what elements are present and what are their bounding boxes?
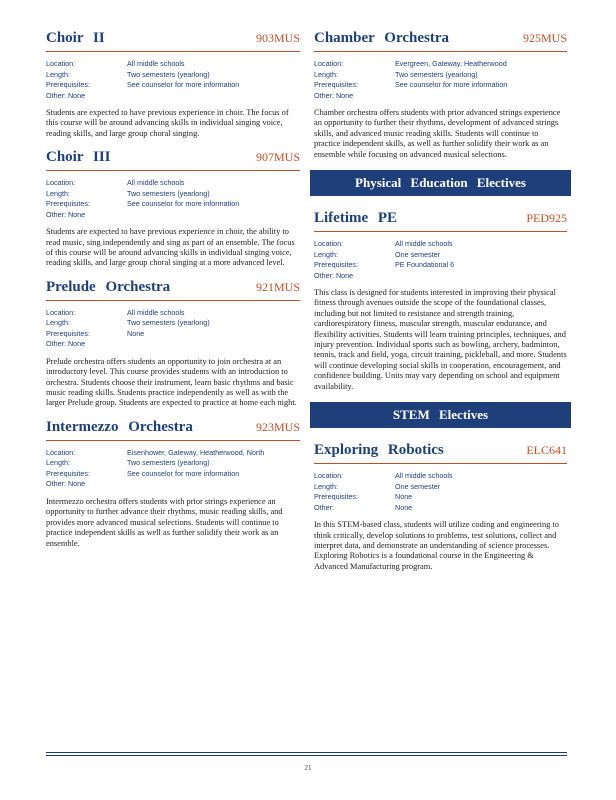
other-line: Other: None xyxy=(46,209,86,219)
prerequisites-label: Prerequisites: xyxy=(46,199,90,209)
prerequisites-label: Prerequisites: xyxy=(314,260,358,270)
course-title: Chamber Orchestra xyxy=(314,30,450,46)
course-meta xyxy=(314,59,567,101)
other-label: Other: xyxy=(314,502,334,512)
length-label: Length: xyxy=(46,318,70,328)
prerequisites-value: None xyxy=(395,492,413,502)
prerequisites-value: PE Foundational 6 xyxy=(395,260,455,270)
course-code: 923MUS xyxy=(255,419,300,434)
prerequisites-value: See counselor for more information xyxy=(127,468,240,478)
page-number: 21 xyxy=(304,764,312,772)
course-code: 925MUS xyxy=(522,31,567,45)
course-title: Prelude Orchestra xyxy=(46,278,171,295)
prerequisites-label: Prerequisites: xyxy=(46,468,90,478)
location-label: Location: xyxy=(46,59,76,68)
length-value: Two semesters (yearlong) xyxy=(395,69,478,79)
left-column xyxy=(46,30,300,559)
location-value: All middle schools xyxy=(127,178,185,188)
course-title: Lifetime PE xyxy=(314,210,398,227)
course-exploring-robotics xyxy=(314,442,567,572)
course-header xyxy=(314,30,567,52)
course-description: Chamber orchestra offers students with prior advanced strings experience an opportunity to further their rhythms, development of advanced strings skills, and advanced music reading skills. Students will continue to practice independent skills, as well as further solidify their work as an ensemble while focusing on advanced musical selections. xyxy=(314,108,561,159)
course-code: 903MUS xyxy=(255,31,300,45)
location-label: Location: xyxy=(46,178,76,188)
course-header xyxy=(314,442,567,464)
course-code: PED925 xyxy=(526,211,567,226)
course-title: Intermezzo Orchestra xyxy=(46,418,193,435)
footer-rule-top xyxy=(46,752,567,753)
stem-electives-banner: STEM Electives xyxy=(310,402,571,428)
other-line: Other: None xyxy=(46,479,86,489)
length-label: Length: xyxy=(46,69,70,79)
length-label: Length: xyxy=(314,69,338,79)
location-value: All middle schools xyxy=(395,239,453,249)
location-value: All middle schools xyxy=(127,59,185,68)
course-title: Choir II xyxy=(46,30,105,46)
right-column xyxy=(314,30,567,582)
other-line: Other: None xyxy=(46,339,86,349)
location-value: All middle schools xyxy=(127,307,185,317)
other-line: Other: None xyxy=(314,270,354,280)
location-label: Location: xyxy=(314,59,344,68)
length-value: Two semesters (yearlong) xyxy=(127,188,210,198)
location-label: Location: xyxy=(314,239,344,249)
footer-rule-bottom xyxy=(46,755,567,756)
course-meta xyxy=(46,448,300,490)
course-meta xyxy=(46,178,300,220)
course-title: Choir III xyxy=(46,149,111,166)
course-code: 907MUS xyxy=(255,150,300,165)
course-meta xyxy=(314,471,567,513)
length-label: Length: xyxy=(46,188,70,198)
prerequisites-value: See counselor for more information xyxy=(127,80,240,89)
course-prelude-orchestra xyxy=(46,279,300,409)
course-header xyxy=(314,210,567,232)
location-value: All middle schools xyxy=(395,471,453,481)
length-label: Length: xyxy=(314,481,338,491)
pe-electives-banner: Physical Education Electives xyxy=(310,170,571,196)
other-value: None xyxy=(395,502,413,512)
course-header xyxy=(46,419,300,441)
course-header xyxy=(46,149,300,171)
course-meta xyxy=(46,59,300,101)
course-code: 921MUS xyxy=(255,279,300,294)
course-chamber-orchestra xyxy=(314,30,567,160)
course-description: Students are expected to have previous experience in choir. The focus of this course will be around advancing skills in individual singing voice, reading skills, and large group choral singing. xyxy=(46,108,289,138)
location-label: Location: xyxy=(46,447,76,457)
length-value: Two semesters (yearlong) xyxy=(127,69,210,79)
prerequisites-label: Prerequisites: xyxy=(46,328,90,338)
location-label: Location: xyxy=(314,471,344,481)
length-label: Length: xyxy=(46,458,70,468)
course-description: Students are expected to have previous experience in choir, the ability to read music, sing independently and sing as part of an ensemble. The focus of this course will be around advancing skills in individual singing voice, reading skills, and large group choral singing at a more advanced level. xyxy=(46,227,295,268)
course-choir-ii xyxy=(46,30,300,139)
prerequisites-value: See counselor for more information xyxy=(127,199,240,209)
prerequisites-value: None xyxy=(127,328,145,338)
course-header xyxy=(46,279,300,301)
course-description: This class is designed for students interested in improving their physical fitness through avenues outside the scope of the foundational classes, including but not limited to resistance and strength training, cardiorespiratory fitness, muscular strength, muscular endurance, and flexibility activities. Students will learn training principles, techniques, and injury prevention. Individual sports such as bowling, archery, badminton, tennis, track and field, yoga, circuit training, pickleball, and more. Students will continue developing social skills in cooperation, encouragement, and confidence building. Units may vary depending on school and equipment availability. xyxy=(314,288,567,391)
other-line: Other: None xyxy=(46,90,86,100)
location-value: Eisenhower, Gateway, Heatherwood, North xyxy=(127,447,265,457)
course-header xyxy=(46,30,300,52)
prerequisites-value: See counselor for more information xyxy=(395,80,508,89)
course-intermezzo-orchestra xyxy=(46,419,300,549)
course-description: In this STEM-based class, students will utilize coding and engineering to think critically, develop solutions to problems, test solutions, collect and interpret data, and demonstrate an understanding of science processes. Exploring Robotics is a foundational course in the Engineering & Advanced Manufacturing program. xyxy=(314,520,559,571)
course-title: Exploring Robotics xyxy=(314,442,444,459)
location-value: Evergreen, Gateway, Heatherwood xyxy=(395,59,507,68)
length-value: One semester xyxy=(395,249,441,259)
length-value: Two semesters (yearlong) xyxy=(127,458,210,468)
prerequisites-label: Prerequisites: xyxy=(314,80,358,89)
course-description: Intermezzo orchestra offers students with prior strings experience an opportunity to further advance their rhythms, music reading skills, and provides more advanced musical selections. Students will continue to practice independent skills as well as further solidify their work as an ensemble. xyxy=(46,496,283,548)
location-label: Location: xyxy=(46,307,76,317)
course-meta xyxy=(314,239,567,281)
prerequisites-label: Prerequisites: xyxy=(314,492,358,502)
length-label: Length: xyxy=(314,249,338,259)
length-value: Two semesters (yearlong) xyxy=(127,318,210,328)
course-meta xyxy=(46,308,300,350)
course-choir-iii xyxy=(46,149,300,269)
prerequisites-label: Prerequisites: xyxy=(46,80,90,89)
course-lifetime-pe xyxy=(314,210,567,392)
course-description: Prelude orchestra offers students an opportunity to join orchestra at an introductory level. This course provides students with an introduction to orchestra. Students choose their instrument, learn basic rhythms and basic music reading skills. Students practice independently as well as with the larger Prelude group. Students are expected to practice at home each night. xyxy=(46,356,297,408)
other-line: Other: None xyxy=(314,90,354,100)
course-code: ELC641 xyxy=(526,443,567,458)
length-value: One semester xyxy=(395,481,441,491)
